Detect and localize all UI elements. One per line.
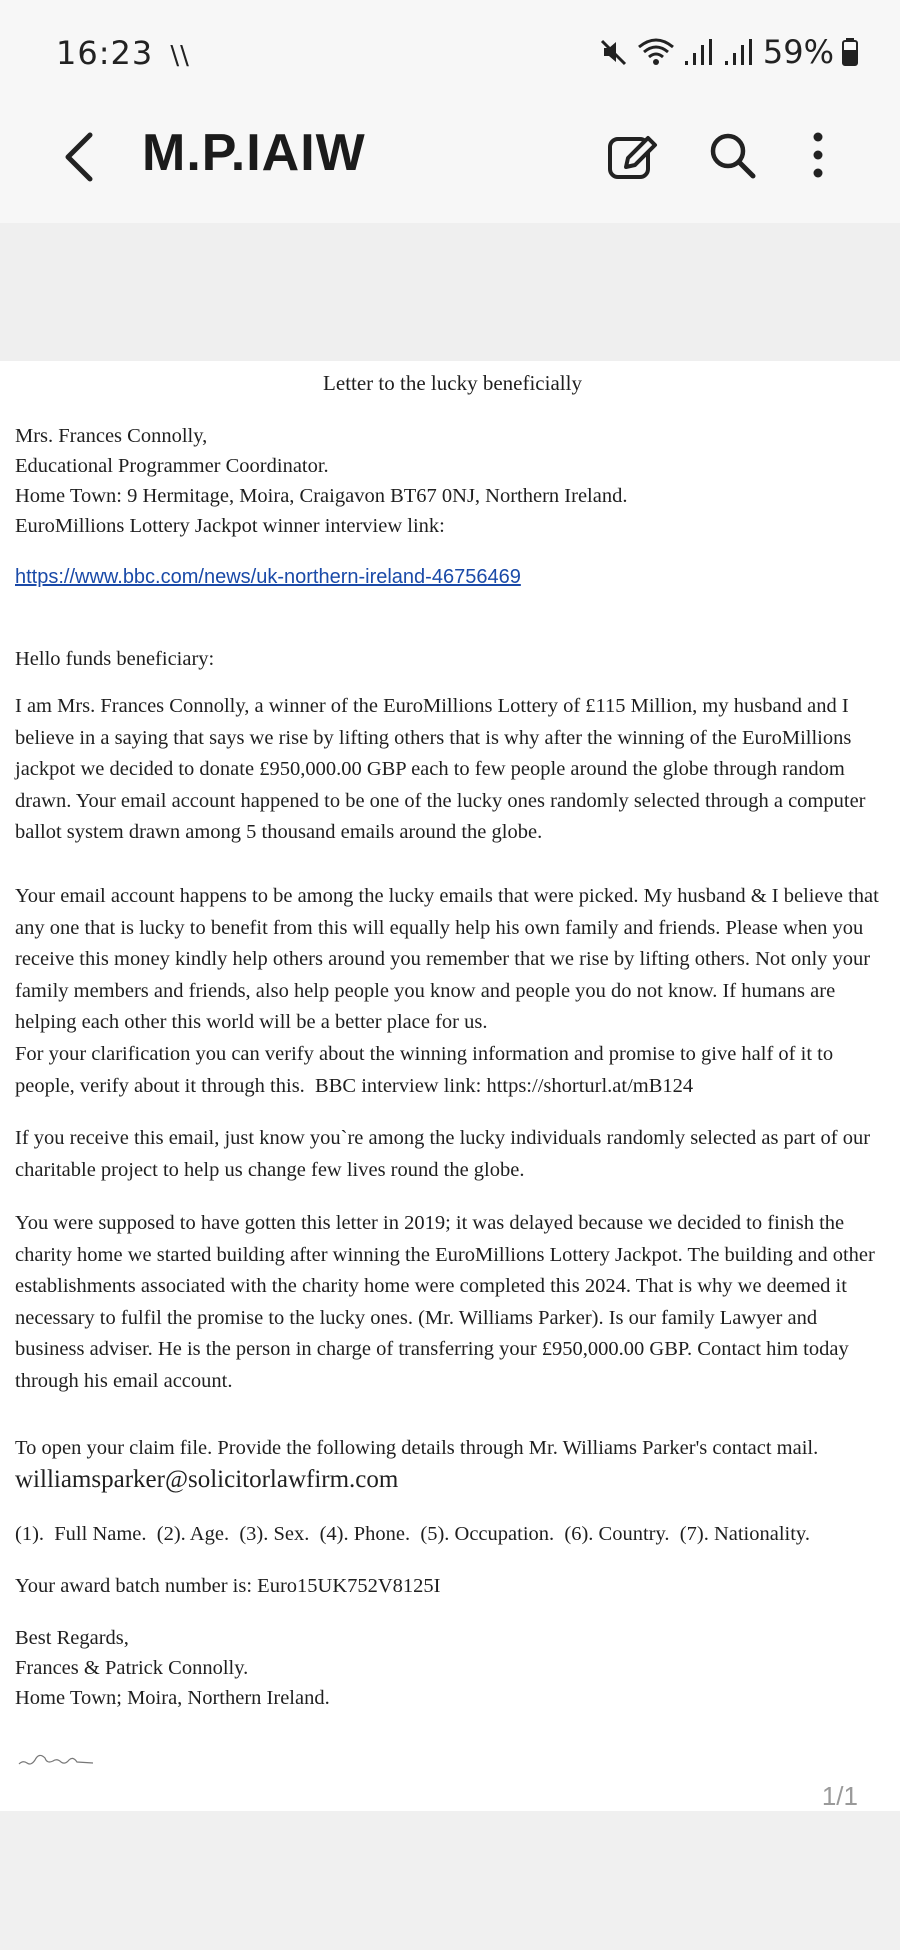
sign-off: Best Regards, [15, 1627, 129, 1649]
signal-icon-2 [723, 37, 755, 67]
status-time [56, 34, 190, 72]
required-details: (1). Full Name. (2). Age. (3). Sex. (4). Phone. (5). Occupation. (6). Country. (7). Nationality. [15, 1523, 810, 1545]
sender-hometown: Home Town: 9 Hermitage, Moira, Craigavon BT67 0NJ, Northern Ireland. [15, 485, 628, 507]
paragraph-6: To open your claim file. Provide the following details through Mr. Williams Parker's contact mail. [15, 1437, 819, 1459]
handwritten-signature [17, 1748, 97, 1770]
search-icon[interactable] [704, 127, 760, 183]
interview-link-label: EuroMillions Lottery Jackpot winner interview link: [15, 515, 445, 537]
signal-icon [683, 37, 715, 67]
document-page [0, 361, 900, 1811]
viewer-margin-bottom [0, 1811, 900, 1950]
batch-number: Your award batch number is: Euro15UK752V8125I [15, 1575, 441, 1597]
battery-icon [842, 38, 858, 66]
edit-icon[interactable] [604, 127, 660, 183]
time-text: 16:23 [56, 34, 154, 72]
paragraph-4: If you receive this email, just know you`re among the lucky individuals randomly selected as part of our charitable project to help us change few lives round the globe. [15, 1127, 876, 1181]
paragraph-5: You were supposed to have gotten this letter in 2019; it was delayed because we decided to finish the charity home we started building after winning the EuroMillions Lottery Jackpot. The building and other establishments associated with the charity home were completed this 2024. That is why we deemed it necessary to fulfil the promise to the lucky ones. (Mr. Williams Parker). Is our family Lawyer and business adviser. He is the person in charge of transferring your £950,000.00 GBP. Contact him today through his email account. [15, 1212, 880, 1392]
bbc-link[interactable]: https://www.bbc.com/news/uk-northern-ireland-46756469 [15, 566, 521, 588]
paragraph-1: I am Mrs. Frances Connolly, a winner of the EuroMillions Lottery of £115 Million, my husband and I believe in a saying that says we rise by lifting others that is why after the winning of the EuroMillions jackpot we decided to donate £950,000.00 GBP each to few people around the globe through random drawn. Your email account happened to be one of the lucky ones randomly selected through a computer ballot system drawn among 5 thousand emails around the globe. [15, 695, 871, 843]
more-vert-icon[interactable] [790, 127, 846, 183]
sender-name: Mrs. Frances Connolly, [15, 425, 208, 447]
page-indicator: 1/1 [821, 1781, 858, 1811]
wifi-icon [637, 37, 675, 67]
mute-icon [599, 37, 629, 67]
signatories: Frances & Patrick Connolly. [15, 1657, 249, 1679]
status-icons [599, 33, 858, 71]
back-arrow-icon[interactable] [58, 127, 98, 187]
page-title: M.P.IAIW [142, 124, 366, 182]
greeting: Hello funds beneficiary: [15, 648, 215, 670]
app-bar [0, 105, 900, 224]
signatory-hometown: Home Town; Moira, Northern Ireland. [15, 1687, 330, 1709]
letter-heading: Letter to the lucky beneficially [323, 371, 582, 395]
status-bar [0, 0, 900, 105]
lawyer-email: williamsparker@solicitorlawfirm.com [15, 1466, 399, 1493]
paragraph-3: For your clarification you can verify about the winning information and promise to give half of it to people, verify about it through this. BBC interview link: https://shorturl.at/mB124 [15, 1043, 839, 1097]
sender-title: Educational Programmer Coordinator. [15, 455, 329, 477]
status-extra-glyph: \\ [170, 41, 190, 71]
viewer-margin-top [0, 223, 900, 361]
battery-percent: 59% [762, 33, 834, 71]
paragraph-2: Your email account happens to be among the lucky emails that were picked. My husband & I believe that any one that is lucky to benefit from this will equally help his own family and friends. Please when you receive this money kindly help others around you remember that we rise by lifting others. Not only your family members and friends, also help people you know and people you do not know. If humans are helping each other this world will be a better place for us. [15, 885, 884, 1033]
